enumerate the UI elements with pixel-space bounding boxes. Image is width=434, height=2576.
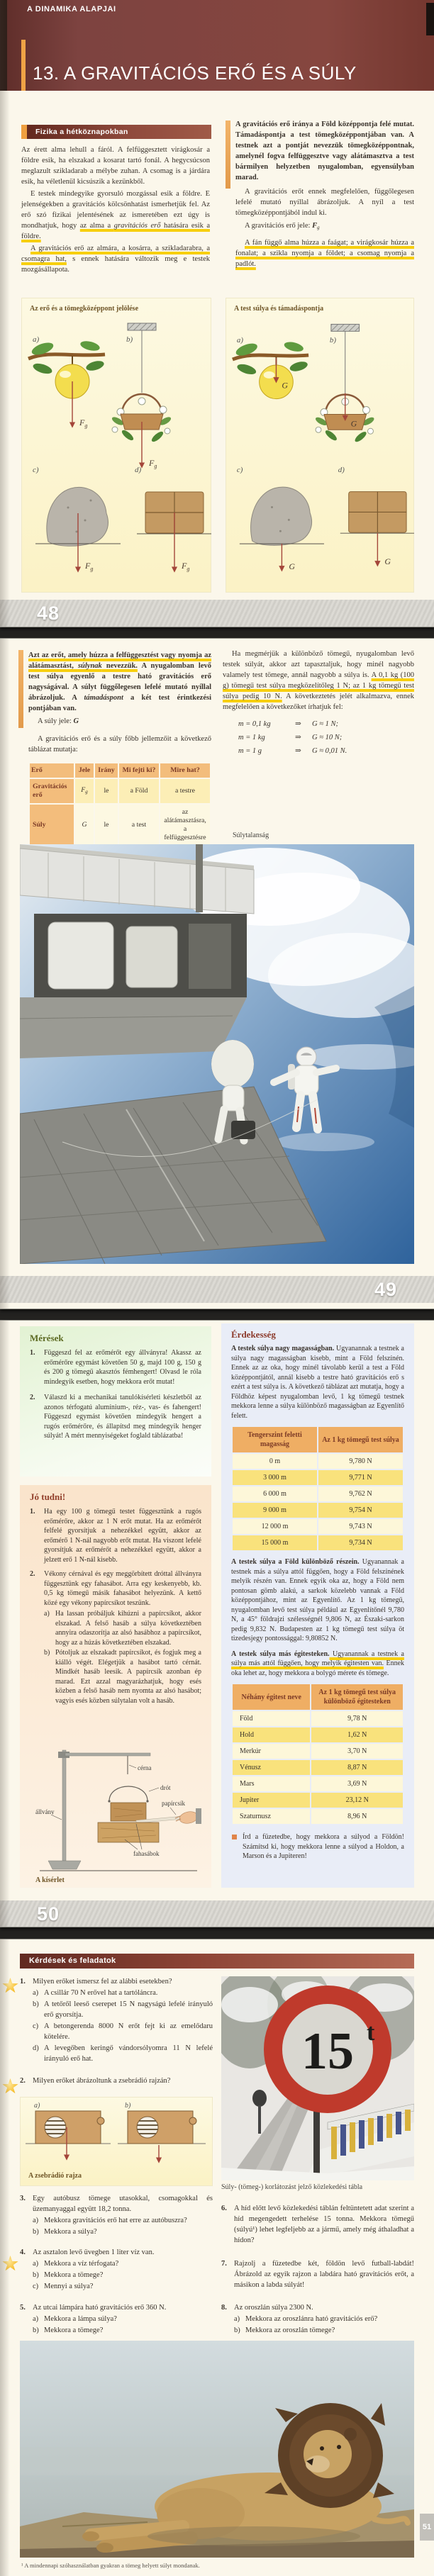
- highlighted-text: A gravitációs erő az almára, a kosárra, a szikladarabra, a csomagra hat,: [21, 245, 210, 263]
- package-icon: [340, 492, 414, 534]
- svg-text:c): c): [236, 465, 243, 474]
- ear: [344, 2428, 357, 2441]
- lesson-title: 13. A GRAVITÁCIÓS ERŐ ÉS A SÚLY: [33, 62, 357, 84]
- page-number-strip: [0, 1276, 434, 1303]
- key-paragraph: A gravitációs erő iránya a Föld középpontja felé mutat. Támadáspontja a test tömegközéppontjában van. A testnek azt a pontját nevezzük tömegközéppontnak, amelynél fogva felfüggesztve vagy alátámasztva a test bármilyen helyzetben nyugalomban, egyensúlyban marad.: [235, 121, 414, 181]
- figure-caption: A test súlya és támadáspontja: [234, 305, 324, 313]
- space-station: [20, 844, 254, 1058]
- svg-text:papírcsík: papírcsík: [162, 1800, 185, 1807]
- page-50: [0, 1321, 434, 1927]
- question-option: a) Mekkora a víz térfogata?: [33, 2260, 119, 2268]
- question-option: c) Mennyi a súlya?: [33, 2283, 94, 2290]
- formula: m = 0,1 kg ⇒ G ≈ 1 N;: [238, 720, 338, 728]
- question-option: b) A tetőről leeső cserepet 15 N nagyságú lefelé irányuló erő gyorsítja.: [33, 2000, 213, 2019]
- star-icon: [2, 2078, 18, 2095]
- chapter-kicker: A DINAMIKA ALAPJAI: [27, 5, 116, 13]
- figure-box-gravitational-force: [21, 298, 211, 593]
- shadow: [148, 2526, 360, 2546]
- box-title: Mérések: [30, 1333, 64, 1343]
- question-option: a) Mekkora az oroszlánra ható gravitációs erő?: [234, 2315, 378, 2323]
- svg-text:fahasábok: fahasábok: [133, 1850, 160, 1857]
- svg-text:G: G: [289, 561, 295, 571]
- figure-caption: Az erő és a tömegközéppont jelölése: [30, 305, 139, 313]
- svg-text:G: G: [384, 556, 391, 566]
- paragraph: A gravitációs erő az almára, a kosárra, a szikladarabra, a csomagra hat, s ennek hatására változik meg e testek mozgásállapota.: [21, 245, 210, 274]
- questions-header: Kérdések és feladatok: [20, 1954, 414, 1969]
- svg-text:Fg: $F_g$: [85, 561, 94, 572]
- force-illustrations: [21, 322, 211, 591]
- svg-text:t: t: [367, 2020, 375, 2046]
- symbol-line: A gravitációs erő jele: $F_g$: [245, 222, 320, 230]
- radio-b-icon: [118, 2111, 206, 2144]
- question-4: 4. Az asztalon levő üvegben 1 liter víz van. a) Mekkora a víz térfogata? b) Mekkora a tömege? c) Mennyi a súlya?: [20, 2247, 213, 2292]
- table-row: Szaturnusz 8,96 N: [233, 1809, 403, 1824]
- muzzle: [306, 2455, 330, 2473]
- question-7: 7. Rajzolj a füzetedbe két, földön levő futball-labdát! Ábrázold az egyik rajzon a labdára ható gravitációs erőt, a másikon a labda súlyát!: [221, 2260, 414, 2289]
- weight-limit-sign: [273, 1995, 382, 2104]
- question-option: b) Mekkora a tömege?: [33, 2271, 104, 2279]
- figure-caption: A zsebrádió rajza: [28, 2172, 82, 2180]
- question-3: 3. Egy autóbusz tömege utasokkal, csomagokkal és üzemanyaggal együtt 18,2 tonna. a) Mekkora gravitációs erő hat erre az autóbuszra? b) Mekkora a súlya?: [20, 2195, 213, 2236]
- chapter-header: [0, 0, 434, 91]
- interesting-facts-box: [221, 1323, 414, 1888]
- paragraph: E testek mindegyike gyorsuló mozgással esik a földre. E jelenségekben a gravitációs kölcsönhatást ismerhetjük fel. Az erő szó fizikai jelentésének az ismeretében ezt úgy is mondhatjuk, hogy az alma a gravitációs erő hatására esik a földre.: [21, 190, 210, 240]
- table-row: Jupiter 23,12 N: [233, 1793, 403, 1808]
- lion-photo: [20, 2341, 414, 2558]
- footnote: ¹ A mindennapi szóhasználatban gyakran a tömeg helyett súlyt mondanak.: [21, 2562, 200, 2569]
- question-option: b) Mekkora az oroszlán tömege?: [234, 2326, 335, 2334]
- highlighted-text: az alma a gravitációs erő hatására esik a földre.: [21, 222, 210, 240]
- measurements-box: [20, 1326, 211, 1477]
- table-header-row: Erő Jele Irány Mi fejti ki? Mire hat?: [30, 763, 210, 778]
- apple-on-branch-icon: [233, 340, 308, 399]
- svg-text:a): a): [236, 336, 243, 345]
- left-column: [21, 145, 210, 275]
- weight-illustrations: [226, 322, 414, 591]
- question-2: 2. Milyen erőket ábrázoltunk a zsebrádió rajzán?: [20, 2077, 171, 2085]
- question-8: 8. Az oroszlán súlya 2300 N. a) Mekkora az oroszlánra ható gravitációs erő? b) Mekkora az oroszlán tömege?: [221, 2302, 414, 2336]
- page-number-strip: [0, 1900, 434, 1927]
- svg-text:a): a): [34, 2102, 40, 2110]
- figure-box-weight: [226, 298, 414, 593]
- formula: m = 1 g ⇒ G ≈ 0,01 N.: [238, 747, 347, 755]
- radio-drawings: [20, 2100, 213, 2165]
- exercise-task: Írd a füzetedbe, hogy mekkora a súlyod a Földön! Számítsd ki, hogy mekkora lenne a súlyod a Holdon, a Marson és a Jupiteren!: [231, 1832, 404, 1861]
- list-subitem: a) Ha lassan próbáljuk kihúzni a papírcsíkot, akkor elszakad. A felső hasáb a súlya következtében annyira odaszorítja az alsó hasábhoz a papírcsíkot, hogy az a húzás következtében elszakad.: [44, 1610, 201, 1647]
- highlighted-text: A fán függő alma húzza a faágat; a virágkosár húzza a fonalat; a szikla nyomja a földet; a csomag nyomja a padlót.: [235, 239, 414, 268]
- svg-text:állvány: állvány: [35, 1808, 55, 1815]
- svg-text:c): c): [33, 466, 39, 474]
- table-row: Gravitációs erő $F_g$ le a Föld a testre: [30, 779, 210, 803]
- svg-text:A kísérlet: A kísérlet: [35, 1876, 65, 1884]
- paragraph: A testek súlya a Föld különböző részein. Ugyanannak a testnek más a súlya attól függően, hogy a Föld felszínének melyik részén van. Ennek egyik oka az, hogy a Föld nem pontosan gömb alakú, a sarkok közelebb vannak a Föld középpontjához, mint az Egyenlítő. Az 1 kg tömegű, nyugalomban levő test súlya például az Egyenlítőnél 9,780 N, a 45° földrajzi szélességnél 9,806 N, az Északi-sarkon pedig 9,832 N. Budapesten az 1 kg tömegű test súlya öt tizedesjegy pontossággal: 9,80852 N.: [231, 1558, 404, 1642]
- box-title: Jó tudni!: [30, 1491, 66, 1502]
- list-item: 2. Vékony cérnával és egy meggörbített dróttal állványra függesztünk egy fahasábot. Arra egy keskenyebb, kb. 0,5 kg tömegű másik fahasábot helyezünk. A kettő közé egy vékony papírcsíkot teszünk. a) Ha lassan próbáljuk kihúzni a papírcsíkot, akkor elszakad. A felső hasáb a súlya következtében annyira odaszorítja az alsó hasábhoz a papírcsíkot, hogy az a húzás következtében elszakad. b) Pótoljuk az elszakadt papírcsíkot, és fogjuk meg a kiálló végét. Elégetjük a hasábot tartó cérnát. Mindkét hasáb leesik. A papírcsík azonban ép marad. Ezt azzal magyarázhatjuk, hogy esés közben a felső hasáb nem nyomta az alsó hasábot; vagyis esés közben súlytalan volt a hasáb.: [30, 1570, 201, 1705]
- table-row: Hold 1,62 N: [233, 1727, 403, 1742]
- highlighted-text: A 0,1 kg (100 g) tömegű test súlya megközelítőleg 1 N; az 1 kg tömegű test súlya pedig 10 N.: [223, 671, 415, 700]
- edge-tab: [426, 3, 434, 35]
- hanging-basket-icon: [314, 324, 375, 443]
- highlighted-text: Ugyanannak a testnek a súlya más attól függően, hogy melyik égitesten van.: [231, 1650, 404, 1667]
- svg-text:d): d): [135, 466, 142, 474]
- paragraph: [235, 237, 414, 269]
- svg-text:G: G: [282, 380, 289, 391]
- paragraph: Ha megmérjük a különböző tömegű, nyugalomban levő testek súlyát, akkor azt tapasztaljuk, hogy minél nagyobb valamely test tömege, annál nagyobb a súlya is. A 0,1 kg (100 g) tömegű test súlya megközelítőleg 1 N; az 1 kg tömegű test súlya pedig 10 N. A következtetés jelét alkalmazva, ennek megfelelően a következőket írhatjuk fel:: [223, 650, 415, 711]
- wire-bow: [109, 1786, 148, 1801]
- table-row: 6 000 m 9,762 N: [233, 1486, 403, 1501]
- accent-stripe: [21, 40, 26, 91]
- paragraph: A gravitációs erőt ennek megfelelően, függőlegesen lefelé mutató nyíllal ábrázoljuk. A nyíl a test tömegközéppontjából indul ki.: [235, 188, 414, 217]
- good-to-know-box: [20, 1485, 211, 1888]
- table-row: 15 000 m 9,734 N: [233, 1535, 403, 1550]
- paragraph: Az érett alma lehull a fáról. A felfüggesztett virágkosár a földre esik, ha elszakad a kosarat tartó fonál. A hegycsúcson meglazult szikladarab a mélybe zuhan. A csomag is a járdára esik, ha véletlenül kicsúszik a kezünkből.: [21, 146, 210, 186]
- question-option: a) A csillár 70 N erővel hat a tartóláncra.: [33, 1989, 158, 1997]
- apple-on-branch-icon: [28, 340, 105, 398]
- weightlessness-photo: [20, 844, 414, 1264]
- radio-a-icon: [26, 2111, 111, 2144]
- square-bullet-icon: [232, 1835, 237, 1839]
- list-subitem: b) Pótoljuk az elszakadt papírcsíkot, és fogjuk meg a kiálló végét. Elégetjük a hasábot tartó cérnát. Mindkét hasáb leesik. A papírcsík azonban ép marad. Ezt azzal magyarázhatjuk, hogy esés közben a felső hasáb nem nyomta az alsó hasábot; vagyis esés közben súlytalan volt a hasáb.: [44, 1649, 201, 1705]
- spine-shadow: [0, 0, 7, 91]
- page-51: [0, 1939, 434, 2576]
- left-column: [28, 650, 211, 847]
- key-concept-bar: [18, 650, 23, 728]
- box-title: Érdekesség: [231, 1329, 276, 1340]
- svg-text:15: 15: [301, 2022, 354, 2081]
- page-number-strip: [0, 600, 434, 627]
- eye: [337, 2445, 341, 2449]
- list-item: 1. Függeszd fel az erőmérőt egy állványra! Akassz az erőmérőre egymást követően 50 g, majd 100 g, 150 g és 200 g tömegű akasztós fémhengert! Olvasd le róla mindegyik esetben, hogy mekkora erőt mutat!: [30, 1349, 201, 1386]
- photo-caption: Súlytalanság: [233, 831, 269, 839]
- star-icon: [2, 2256, 18, 2272]
- weight-limit-sign-photo: [221, 1976, 414, 2180]
- page-49: [0, 639, 434, 1309]
- question-6: 6. A híd előtt levő közlekedési táblán feltüntetett adat szerint a híd megengedett terhelése 15 tonna. Mekkora tömegű (súlyú¹) lehet legfeljebb az a jármű, amely még áthaladhat a hídon?: [221, 2205, 414, 2244]
- right-column: [235, 119, 414, 269]
- list-item: 1. Ha egy 100 g tömegű testet függesztünk a rugós erőmérőre, akkor az 1 N erőt mutat. Ha az erőmérőt felfelé gyorsítjuk a nehezékkel együtt, akkor az erőmérő 1 N-nál nagyobb erőt mutat. Ha viszont lefelé gyorsítjuk az erőmérőt a nehezékkel együtt, akkor a jelzett erő 1 N-nál kisebb.: [30, 1508, 201, 1564]
- formula-block: [238, 719, 414, 756]
- svg-text:Fg: $F_g$: [149, 458, 157, 469]
- photo-caption: Súly- (tömeg-) korlátozást jelző közlekedési tábla: [221, 2183, 363, 2191]
- force-weight-table: [28, 762, 211, 847]
- question-5: 5. Az utcai lámpára ható gravitációs erő 360 N. a) Mekkora a lámpa súlya? b) Mekkora a tömege?: [20, 2302, 213, 2336]
- svg-text:Fg: $F_g$: [79, 418, 88, 429]
- question-option: a) Mekkora a lámpa súlya?: [33, 2315, 117, 2323]
- small-sign: [252, 2090, 267, 2107]
- question-option: b) Mekkora a tömege?: [33, 2326, 104, 2334]
- table-row: 3 000 m 9,771 N: [233, 1470, 403, 1485]
- svg-text:a): a): [33, 335, 40, 344]
- svg-text:d): d): [338, 465, 345, 474]
- page-number: 49: [374, 1279, 398, 1300]
- italic-term: gravitációs erő: [113, 222, 161, 230]
- rock-icon: [240, 487, 324, 545]
- chapter-side-tab: 51: [420, 2514, 434, 2541]
- right-column: [223, 649, 414, 756]
- table-row: Merkúr 3,70 N: [233, 1744, 403, 1759]
- list-item: 2. Válaszd ki a mechanikai tanulókísérleti készletből az azonos térfogatú alumínium-, réz-, vas- és fahengert! Függeszd egymást követően mindegyik hengert a rugós erőmérőre, és állapítsd meg mindegyik henger súlyát! A mért mennyiségeket foglald táblázatba!: [30, 1394, 201, 1440]
- table-row: 9 000 m 9,754 N: [233, 1503, 403, 1518]
- eye: [320, 2446, 324, 2451]
- page-number: 48: [37, 603, 60, 624]
- celestial-weight-table: [231, 1683, 404, 1825]
- paragraph: A gravitációs erő és a súly főbb jellemzőit a következő táblázat mutatja:: [28, 735, 211, 754]
- altitude-weight-table: [231, 1426, 404, 1552]
- table-row: 0 m 9,780 N: [233, 1454, 403, 1469]
- svg-text:b): b): [126, 335, 133, 344]
- table-header-row: Néhány égitest neve Az 1 kg tömegű test súlya különböző égitesteken: [233, 1684, 403, 1710]
- svg-text:b): b): [125, 2102, 131, 2110]
- table-row: Föld 9,78 N: [233, 1711, 403, 1726]
- wood-blocks: [98, 1803, 183, 1842]
- svg-text:cérna: cérna: [138, 1764, 152, 1771]
- svg-text:Fg: $F_g$: [182, 561, 190, 572]
- highlighted-text: Azt az erőt, amely húzza a felfüggesztést vagy nyomja az alátámasztást, súlynak nevezzük.: [28, 651, 211, 670]
- page-48: [0, 0, 434, 627]
- svg-text:b): b): [329, 336, 336, 345]
- radio-figure-box: [20, 2097, 213, 2186]
- formula: m = 1 kg ⇒ G ≈ 10 N;: [238, 734, 343, 741]
- star-icon: [2, 1978, 18, 1994]
- question-option: b) Mekkora a súlya?: [33, 2228, 97, 2236]
- experiment-diagram: [30, 1746, 201, 1885]
- key-paragraph: Azt az erőt, amely húzza a felfüggesztést vagy nyomja az alátámasztást, súlynak nevezzük. A nyugalomban levő test súlya egyenlő a testre ható gravitációs erő nagyságával. A súlyt függőlegesen lefelé mutató nyíllal ábrázoljuk. A támadáspont a két test érintkezési pontjában van.: [28, 651, 211, 712]
- table-row: 12 000 m 9,743 N: [233, 1519, 403, 1534]
- question-option: c) A betongerenda 8000 N erőt fejt ki az emelődaru kötelére.: [33, 2022, 213, 2041]
- section-header: Fizika a hétköznapokban: [21, 125, 211, 139]
- question-option: a) Mekkora gravitációs erő hat erre az autóbuszra?: [33, 2217, 187, 2224]
- table-row: Súly G le a test az alátámasztásra, a felfüggesztésre: [30, 805, 210, 846]
- key-concept-bar: [226, 121, 230, 189]
- table-row: Mars 3,69 N: [233, 1776, 403, 1791]
- symbol-line: A súly jele: G: [38, 717, 79, 725]
- question-1: 1. Milyen erőket ismersz fel az alábbi esetekben? a) A csillár 70 N erővel hat a tartóláncra. b) A tetőről leeső cserepet 15 N nagyságú lefelé irányuló erő gyorsítja. c) A betongerenda 8000 N erőt fejt ki az emelődaru kötelére. d) A levegőben keringő vándorsólyomra 11 N lefelé irányuló erő hat.: [20, 1978, 213, 2063]
- svg-text:drót: drót: [160, 1784, 171, 1791]
- table-row: Vénusz 8,87 N: [233, 1760, 403, 1775]
- table-header-row: Tengerszint feletti magasság Az 1 kg tömegű test súlya: [233, 1427, 403, 1452]
- hand: [175, 1808, 201, 1825]
- paragraph: A testek súlya nagy magasságban. Ugyanannak a testnek a súlya nagy magasságban kisebb, mint a Föld felszínén. Ennek az az oka, hogy minél távolabb kerül a test a Föld középpontjától, annál kisebb a testre ható gravitációs erő s ezért a test súlya is. A következő táblázat azt mutatja, hogy a Földhöz képest nyugalomban levő, 1 kg tömegű testnek mekkora lenne a súlya különböző magasságban az Egyenlítő felett.: [231, 1345, 404, 1420]
- paragraph: A testek súlya más égitesteken. Ugyanannak a testnek a súlya más attól függően, hogy melyik égitesten van. Ennek oka lehet az, hogy mekkora a bolygó mérete és tömege.: [231, 1650, 405, 1677]
- svg-text:G: G: [350, 418, 357, 429]
- page-number: 50: [37, 1903, 60, 1925]
- question-option: d) A levegőben keringő vándorsólyomra 11 N lefelé irányuló erő hat.: [33, 2044, 213, 2063]
